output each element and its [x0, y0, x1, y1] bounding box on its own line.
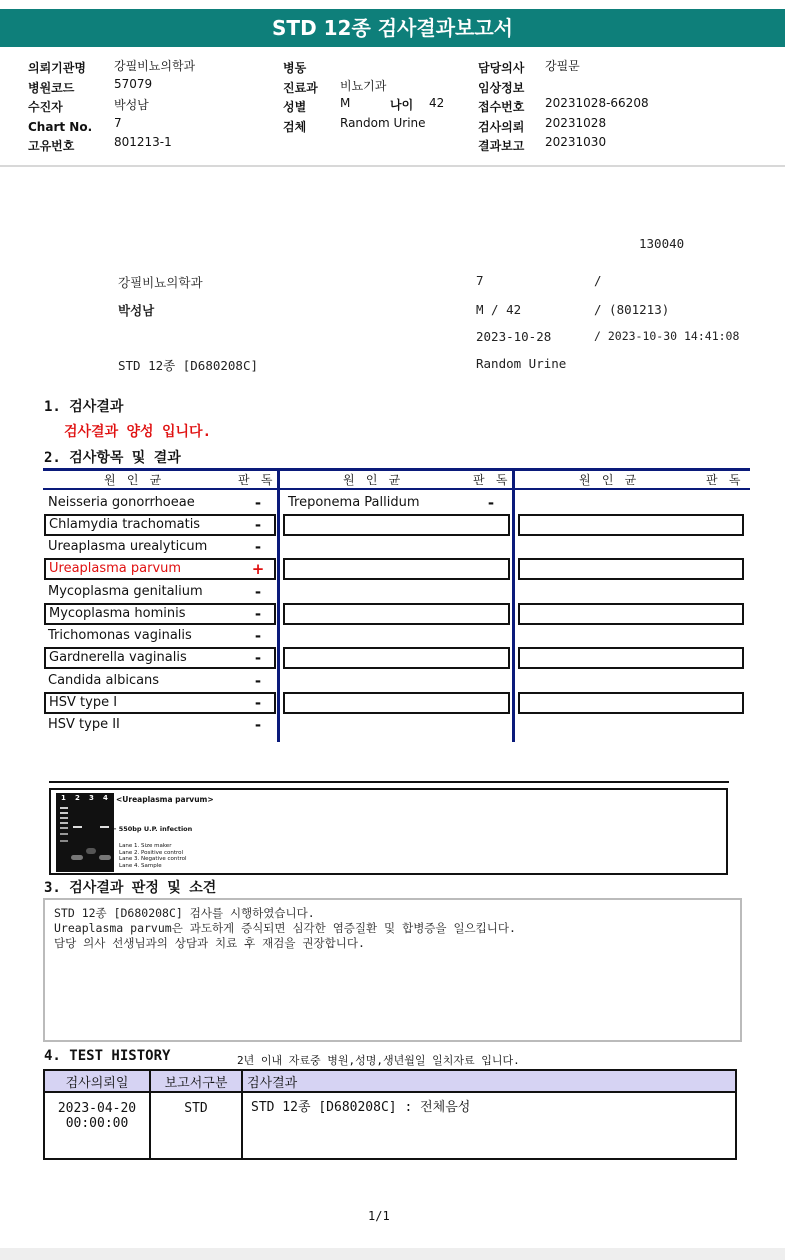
- history-table: [43, 1069, 737, 1160]
- header-row: 의뢰기관명 강필비뇨의학과: [28, 59, 196, 75]
- result-summary: 검사결과 양성 입니다.: [64, 424, 212, 440]
- opinion-box: [43, 898, 742, 1042]
- pathogen-row: Neisseria gonorrhoeae -: [48, 494, 262, 512]
- history-header-cell: 검사결과: [242, 1070, 736, 1092]
- pathogen-row: Mycoplasma genitalium -: [48, 583, 262, 601]
- report-code: 130040: [639, 236, 685, 251]
- info-slash: /: [594, 273, 602, 288]
- info-id: / (801213): [594, 302, 670, 317]
- page-footer-bar: [0, 1248, 785, 1260]
- header-row: 고유번호 801213-1: [28, 135, 172, 153]
- pathogen-row: Treponema Pallidum -: [288, 494, 495, 512]
- info-specimen: Random Urine: [476, 356, 567, 371]
- history-row: [44, 1092, 736, 1159]
- section1-title: 1. 검사결과: [44, 399, 124, 415]
- info-chart: 7: [476, 273, 484, 288]
- gel-band-label: ← 550bp U.P. infection: [111, 825, 193, 833]
- info-request-date: 2023-10-28: [476, 329, 552, 344]
- col-divider-1: [277, 470, 280, 742]
- opinion-line: Ureaplasma parvum은 과도하게 증식되면 심각한 염증질환 및 합병증을 일으킵니다.: [54, 921, 516, 935]
- info-test: STD 12종 [D680208C]: [118, 358, 259, 373]
- info-name: 박성남: [118, 303, 155, 318]
- empty-cell: [283, 692, 510, 714]
- header-row: 병동: [283, 61, 307, 75]
- pathogen-row-positive: Ureaplasma parvum +: [44, 558, 276, 580]
- header-row: Chart No. 7: [28, 115, 122, 134]
- section2-title: 2. 검사항목 및 결과: [44, 450, 181, 466]
- col1-header-pathogen: 원 인 균: [104, 473, 164, 487]
- age-value: 42: [429, 96, 445, 110]
- header-col-3: [478, 57, 738, 155]
- header-row: 담당의사 강필문: [478, 59, 580, 75]
- empty-cell: [283, 647, 510, 669]
- empty-cell: [518, 647, 744, 669]
- empty-cell: [283, 514, 510, 536]
- empty-cell: [283, 603, 510, 625]
- info-sex-age: M / 42: [476, 302, 522, 317]
- col2-header-result: 판 독: [473, 473, 510, 487]
- header-col-2: [283, 57, 473, 135]
- age-label: 나이: [390, 98, 414, 112]
- empty-cell: [283, 558, 510, 580]
- gel-title: <Ureaplasma parvum>: [116, 795, 214, 804]
- info-report-datetime: / 2023-10-30 14:41:08: [594, 329, 740, 343]
- header-row: 검체 Random Urine: [283, 115, 426, 134]
- pathogen-row: HSV type I -: [44, 692, 276, 714]
- history-header-row: [44, 1070, 736, 1092]
- header-separator: [0, 165, 785, 167]
- history-note: 2년 이내 자료중 병원,성명,생년월일 일치자료 입니다.: [237, 1054, 520, 1067]
- col3-header-result: 판 독: [706, 473, 743, 487]
- gel-legend: Lane 1. Size maker Lane 2. Positive control Lane 3. Negative control Lane 4. Sample: [119, 843, 187, 869]
- header-row: 임상정보: [478, 80, 525, 95]
- history-date: 2023-04-20 00:00:00: [44, 1092, 150, 1159]
- header-row: 검사의뢰 20231028: [478, 115, 607, 134]
- section4-title: 4. TEST HISTORY: [44, 1048, 171, 1064]
- gel-image-box: [49, 788, 728, 875]
- header-row: 접수번호 20231028-66208: [478, 96, 649, 114]
- empty-cell: [518, 603, 744, 625]
- pathogen-row: Trichomonas vaginalis -: [48, 627, 262, 645]
- header-row: 진료과 비뇨기과: [283, 78, 387, 95]
- pathogen-row: Chlamydia trachomatis -: [44, 514, 276, 536]
- empty-cell: [518, 558, 744, 580]
- opinion-line: STD 12종 [D680208C] 검사를 시행하였습니다.: [54, 906, 315, 920]
- info-hospital: 강필비뇨의학과: [118, 275, 203, 290]
- section3-title: 3. 검사결과 판정 및 소견: [44, 880, 217, 896]
- pathogen-row: Ureaplasma urealyticum -: [48, 538, 262, 556]
- col2-header-pathogen: 원 인 균: [343, 473, 403, 487]
- gel-electrophoresis-image: 1 2 3 4: [56, 793, 114, 872]
- history-type: STD: [150, 1092, 242, 1159]
- header-row: 결과보고 20231030: [478, 135, 607, 153]
- table-header-line: [43, 488, 750, 490]
- header-row: 병원코드 57079: [28, 76, 153, 95]
- header-col-1: [28, 57, 278, 155]
- page-number: 1/1: [368, 1209, 390, 1223]
- pathogen-row: Mycoplasma hominis -: [44, 603, 276, 625]
- header-row: 수진자 박성남: [28, 98, 149, 114]
- empty-cell: [518, 514, 744, 536]
- col3-header-pathogen: 원 인 균: [579, 473, 639, 487]
- history-header-cell: 보고서구분: [150, 1070, 242, 1092]
- pathogen-row: Gardnerella vaginalis -: [44, 647, 276, 669]
- opinion-line: 담당 의사 선생님과의 상담과 치료 후 재검을 권장합니다.: [54, 936, 365, 950]
- pathogen-row: Candida albicans -: [48, 672, 262, 690]
- history-header-cell: 검사의뢰일: [44, 1070, 150, 1092]
- gel-top-line: [49, 781, 729, 783]
- pathogen-row: HSV type II -: [48, 716, 262, 734]
- col1-header-result: 판 독: [238, 473, 275, 487]
- col-divider-2: [512, 470, 515, 742]
- header-row: 성별 M 나이 42: [283, 96, 445, 114]
- report-title: STD 12종 검사결과보고서: [0, 9, 785, 47]
- history-result: STD 12종 [D680208C] : 전체음성: [242, 1092, 736, 1159]
- empty-cell: [518, 692, 744, 714]
